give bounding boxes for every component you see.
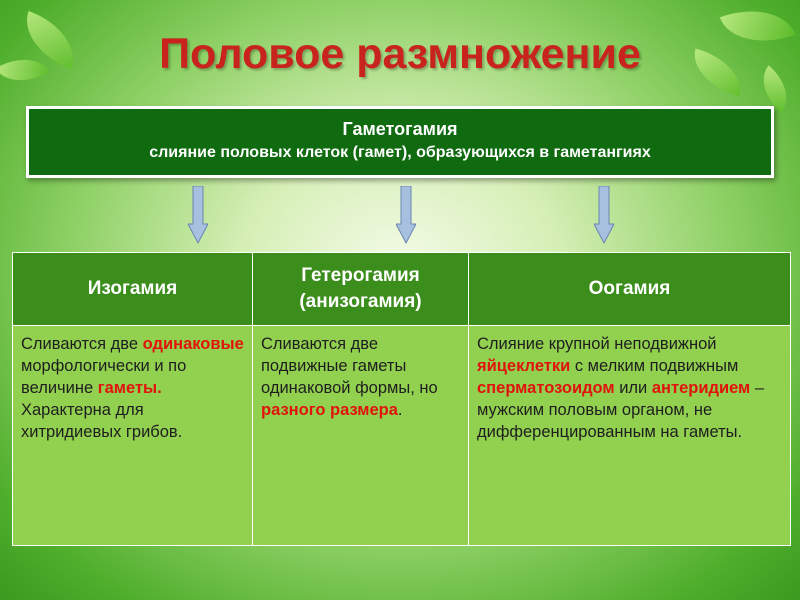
down-arrow-icon [188, 186, 208, 244]
definition-text: слияние половых клеток (гамет), образующихся в гаметангиях [149, 144, 651, 161]
cell-text: Слияние крупной неподвижной [477, 335, 717, 353]
header-heterogamy: Гетерогамия (анизогамия) [253, 253, 469, 326]
definition-box [26, 106, 774, 178]
table-header-row [13, 253, 791, 326]
cell-text: или [614, 378, 652, 397]
cell-heterogamy [253, 326, 469, 546]
cell-text: морфологически и по величине [21, 356, 187, 397]
down-arrow-icon [396, 186, 416, 244]
page-title: Половое размножение [159, 30, 641, 78]
cell-text: – мужским половым органом, не дифференцированным на гаметы. [477, 378, 765, 441]
table-row [13, 326, 791, 546]
highlighted-term: яйцеклетки [477, 356, 571, 375]
cell-isogamy [13, 326, 253, 546]
highlighted-term: сперматозоидом [477, 378, 615, 397]
highlighted-term: антеридием [651, 378, 751, 397]
highlighted-term: разного размера [261, 400, 398, 419]
cell-text: с мелким подвижным [570, 356, 739, 375]
cell-text: Сливаются две [21, 335, 143, 353]
highlighted-term: одинаковые [142, 335, 244, 353]
cell-text: Сливаются две подвижные гаметы одинаковой формы, но [261, 335, 438, 397]
down-arrow-icon [594, 186, 614, 244]
header-oogamy: Оогамия [469, 253, 791, 326]
gametogamy-types-table [12, 252, 791, 546]
header-isogamy: Изогамия [13, 253, 253, 326]
cell-text: Характерна для хитридиевых грибов. [21, 400, 183, 441]
definition-term: Гаметогамия [342, 119, 458, 139]
cell-oogamy [469, 326, 791, 546]
cell-text: . [397, 400, 403, 419]
highlighted-term: гаметы. [97, 378, 162, 397]
